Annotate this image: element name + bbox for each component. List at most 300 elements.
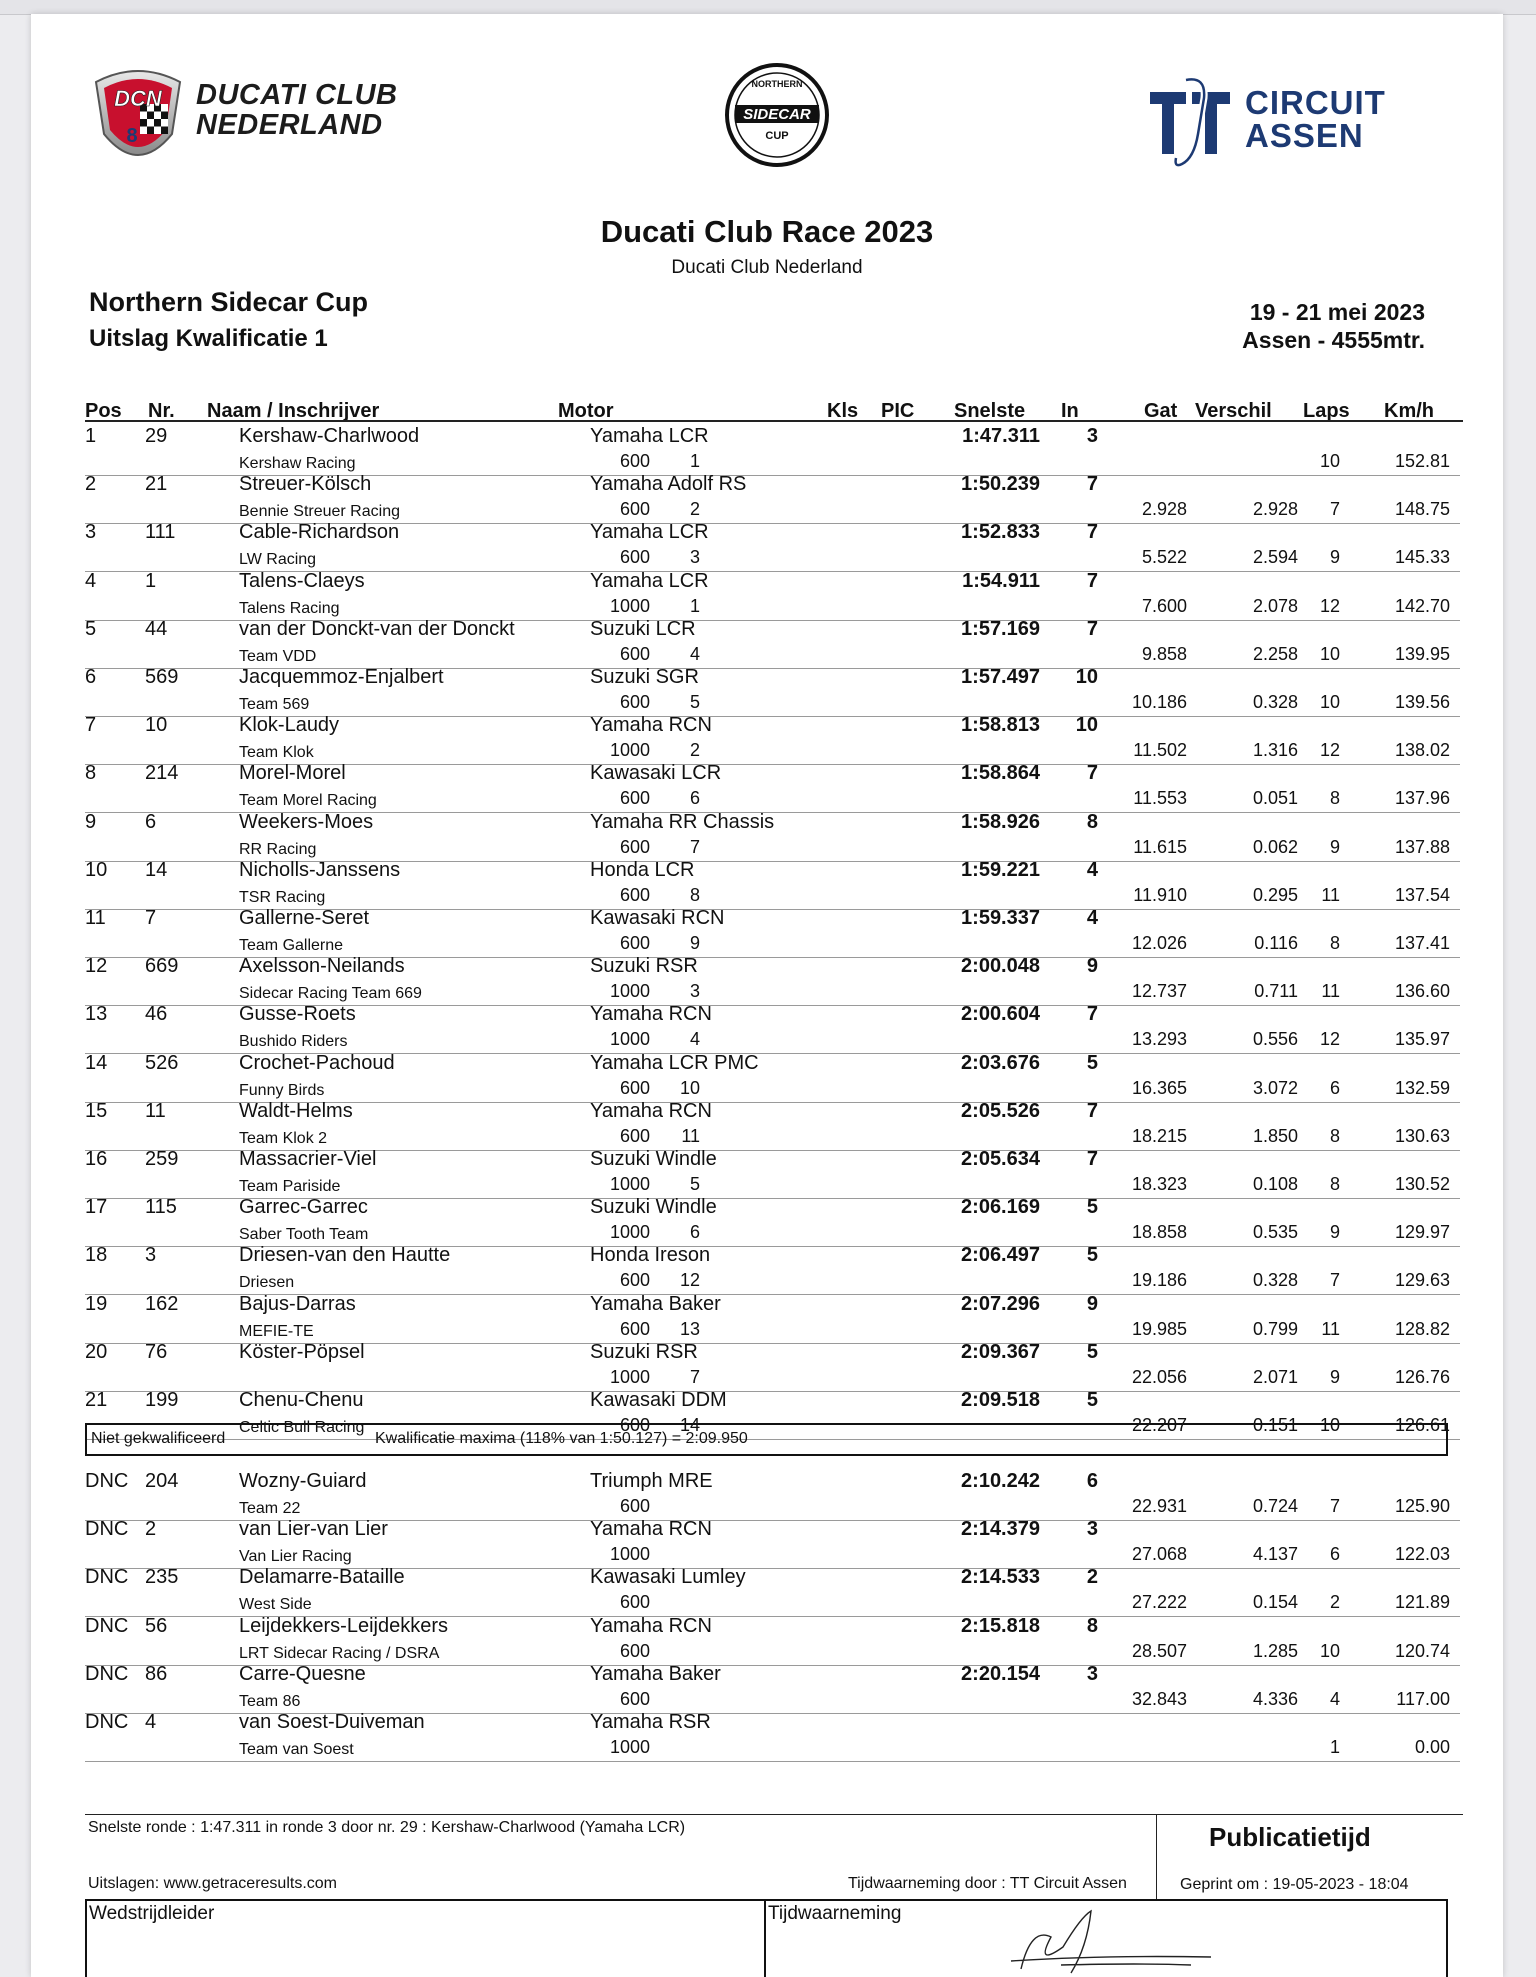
row-pos: 9: [85, 810, 97, 833]
table-row: [85, 716, 1460, 765]
row-gap: 11.910: [1133, 884, 1187, 905]
row-laps: 11: [1321, 884, 1340, 905]
col-snelste: Snelste: [954, 400, 1026, 422]
row-number: 76: [145, 1340, 168, 1363]
row-laps: 1: [1329, 1737, 1340, 1757]
row-fastest: 2:14.533: [961, 1566, 1040, 1589]
signature-box: [85, 1899, 1448, 1977]
fastest-lap-note: Snelste ronde : 1:47.311 in ronde 3 door nr. 29 : Kershaw-Charlwood (Yamaha LCR): [88, 1819, 686, 1836]
row-kmh: 139.56: [1394, 692, 1450, 712]
row-motor: Kawasaki LCR: [590, 762, 722, 785]
event-date: 19 - 21 mei 2023: [1249, 299, 1425, 325]
row-fastest: 1:47.311: [962, 425, 1040, 447]
row-pos: 16: [85, 1148, 108, 1170]
row-laps: 9: [1329, 1222, 1340, 1243]
row-kmh: 130.52: [1394, 1174, 1450, 1194]
not-qualified-box: [85, 1423, 1448, 1456]
row-fastest: 1:58.864: [961, 762, 1040, 785]
row-pos: 13: [85, 1003, 108, 1026]
row-difference: 3.072: [1252, 1077, 1298, 1098]
row-gap: 18.323: [1131, 1174, 1187, 1194]
row-name: Driesen-van den Hautte: [239, 1244, 451, 1267]
row-fastest: 2:06.497: [961, 1244, 1040, 1267]
table-row: [85, 909, 1460, 958]
row-kmh: 132.59: [1394, 1077, 1450, 1098]
row-gap: 18.215: [1131, 1125, 1187, 1146]
not-qualified-label: Niet gekwalificeerd: [91, 1430, 226, 1447]
row-motor: Suzuki LCR: [590, 617, 696, 640]
row-pic: 12: [679, 1270, 700, 1291]
col-naam: Naam / Inschrijver: [207, 400, 380, 422]
row-name: van Soest-Duiveman: [239, 1711, 425, 1733]
row-fastest: 1:54.911: [962, 569, 1040, 592]
row-in-lap: 5: [1086, 1244, 1098, 1267]
row-motor: Suzuki Windle: [590, 1196, 717, 1219]
cup-title: Northern Sidecar Cup: [89, 287, 369, 317]
row-name: Morel-Morel: [239, 762, 346, 785]
table-row: [85, 617, 1460, 669]
row-fastest: 2:05.526: [961, 1099, 1040, 1122]
session-title: Uitslag Kwalificatie 1: [89, 325, 328, 352]
publication-title: Publicatietijd: [1209, 1822, 1371, 1852]
row-number: 3: [145, 1244, 157, 1267]
row-number: 44: [145, 617, 168, 640]
row-name: Cable-Richardson: [239, 521, 400, 544]
row-pic: 7: [689, 836, 700, 857]
row-difference: 0.799: [1252, 1318, 1298, 1339]
table-row: [85, 1150, 1460, 1199]
row-number: 46: [145, 1003, 168, 1026]
row-gap: 12.737: [1131, 981, 1187, 1002]
dcn-name: [196, 80, 398, 140]
row-laps: 10: [1319, 451, 1340, 471]
row-motor: Kawasaki DDM: [590, 1389, 727, 1411]
row-motor: Yamaha Baker: [590, 1662, 721, 1685]
row-laps: 11: [1321, 981, 1340, 1002]
row-fastest: 2:05.634: [961, 1148, 1040, 1170]
row-pos: DNC: [85, 1711, 129, 1733]
row-difference: 0.556: [1252, 1029, 1298, 1050]
row-pic: 9: [689, 933, 700, 953]
row-laps: 11: [1321, 1318, 1340, 1339]
row-kmh: 122.03: [1394, 1544, 1450, 1565]
row-name: Wozny-Guiard: [239, 1470, 367, 1492]
row-difference: 1.285: [1252, 1640, 1298, 1661]
row-number: 14: [145, 858, 168, 881]
row-difference: 0.328: [1252, 692, 1298, 712]
row-difference: 2.258: [1252, 643, 1298, 664]
row-class: 1000: [609, 1029, 650, 1050]
event-subtitle: Ducati Club Nederland: [671, 257, 863, 278]
row-difference: 4.137: [1252, 1544, 1298, 1565]
row-number: 2: [145, 1518, 157, 1541]
signature-divider: [764, 1899, 766, 1977]
row-gap: 13.293: [1131, 1029, 1187, 1050]
row-team: RR Racing: [239, 840, 317, 858]
row-number: 235: [145, 1566, 179, 1589]
row-gap: 11.615: [1133, 836, 1187, 857]
row-class: 1000: [609, 1737, 650, 1757]
row-team: LW Racing: [239, 551, 317, 569]
row-difference: 2.594: [1252, 547, 1298, 568]
row-team: LRT Sidecar Racing / DSRA: [239, 1644, 440, 1662]
row-pic: 2: [689, 740, 700, 761]
table-row: [85, 1246, 1460, 1295]
row-in-lap: 2: [1086, 1566, 1098, 1589]
row-number: 526: [145, 1051, 179, 1074]
row-team: Team 86: [239, 1692, 301, 1710]
row-pos: DNC: [85, 1470, 129, 1492]
row-gap: 19.186: [1131, 1270, 1187, 1291]
row-pic: 5: [689, 1174, 700, 1194]
dcn-name-line2: NEDERLAND: [196, 109, 383, 141]
row-gap: 2.928: [1141, 499, 1187, 520]
row-laps: 9: [1329, 836, 1340, 857]
row-team: MEFIE-TE: [239, 1322, 314, 1340]
row-name: Talens-Claeys: [239, 569, 365, 592]
row-name: Carre-Quesne: [239, 1662, 366, 1685]
row-motor: Yamaha RCN: [590, 1003, 712, 1026]
row-in-lap: 3: [1086, 425, 1098, 447]
row-number: 162: [145, 1292, 179, 1315]
row-team: Team 569: [239, 696, 310, 713]
row-motor: Honda Ireson: [590, 1244, 711, 1267]
row-in-lap: 3: [1086, 1518, 1098, 1541]
table-row: [85, 523, 1460, 572]
row-pos: 17: [85, 1196, 108, 1219]
northern-sidecar-cup-logo: [721, 59, 833, 171]
row-fastest: 2:03.676: [961, 1051, 1040, 1074]
row-kmh: 142.70: [1394, 595, 1450, 616]
row-fastest: 1:59.337: [961, 907, 1040, 929]
table-row: [85, 1051, 1460, 1103]
row-laps: 10: [1319, 1415, 1340, 1435]
row-in-lap: 5: [1086, 1051, 1098, 1074]
row-pos: 14: [85, 1051, 108, 1074]
row-in-lap: 7: [1086, 569, 1098, 592]
row-number: 669: [145, 955, 179, 978]
row-in-lap: 8: [1086, 810, 1098, 833]
row-difference: 0.151: [1252, 1415, 1298, 1435]
row-gap: 12.026: [1131, 933, 1187, 953]
row-name: Leijdekkers-Leijdekkers: [239, 1614, 448, 1637]
table-row: [85, 764, 1460, 813]
row-gap: 18.858: [1131, 1222, 1187, 1243]
row-pos: 5: [85, 617, 97, 640]
row-difference: 2.078: [1252, 595, 1298, 616]
row-team: Team Gallerne: [239, 937, 344, 954]
row-gap: 11.553: [1133, 788, 1187, 809]
row-kmh: 126.61: [1394, 1415, 1450, 1435]
row-difference: 0.154: [1252, 1592, 1298, 1613]
row-motor: Yamaha RSR: [590, 1711, 711, 1733]
row-gap: 27.068: [1131, 1544, 1187, 1565]
row-difference: 0.116: [1254, 933, 1298, 953]
row-team: Driesen: [239, 1274, 295, 1292]
row-gap: 5.522: [1141, 547, 1187, 568]
row-pic: 11: [681, 1125, 700, 1146]
row-difference: 1.316: [1252, 740, 1298, 761]
col-pos: Pos: [85, 400, 122, 422]
row-laps: 10: [1319, 692, 1340, 712]
row-motor: Kawasaki RCN: [590, 907, 725, 929]
table-row: [85, 1662, 1460, 1714]
row-difference: 2.928: [1252, 499, 1298, 520]
col-verschil: Verschil: [1195, 400, 1272, 422]
row-pos: 20: [85, 1340, 108, 1363]
row-motor: Suzuki RSR: [590, 955, 698, 978]
row-class: 600: [619, 1318, 650, 1339]
row-laps: 6: [1329, 1544, 1340, 1565]
event-title: Ducati Club Race 2023: [600, 214, 934, 249]
row-in-lap: 5: [1086, 1340, 1098, 1363]
row-in-lap: 7: [1086, 1099, 1098, 1122]
row-name: Kershaw-Charlwood: [239, 425, 420, 447]
row-laps: 9: [1329, 1366, 1340, 1387]
row-team: TSR Racing: [239, 888, 326, 906]
row-pos: 19: [85, 1292, 108, 1315]
row-name: Weekers-Moes: [239, 810, 374, 833]
row-in-lap: 5: [1086, 1389, 1098, 1411]
col-kmh: Km/h: [1384, 400, 1434, 422]
row-laps: 9: [1329, 547, 1340, 568]
row-number: 204: [145, 1470, 179, 1492]
nsc-bottom-text: CUP: [765, 130, 789, 142]
row-class: 1000: [609, 1174, 650, 1194]
row-pic: 7: [689, 1366, 700, 1387]
col-gat: Gat: [1144, 400, 1178, 422]
row-class: 600: [619, 451, 650, 471]
row-number: 115: [145, 1196, 177, 1219]
row-in-lap: 7: [1086, 521, 1098, 544]
row-name: Streuer-Kölsch: [239, 473, 372, 496]
row-kmh: 139.95: [1394, 643, 1450, 664]
dcn-name-line1: DUCATI CLUB: [196, 79, 398, 111]
tt-line1: CIRCUIT: [1245, 84, 1386, 121]
row-kmh: 125.90: [1394, 1496, 1450, 1516]
row-kmh: 128.82: [1394, 1318, 1450, 1339]
nsc-top-text: NORTHERN: [751, 79, 803, 89]
dcn-badge-text: DCN: [114, 86, 162, 111]
row-fastest: 2:07.296: [961, 1292, 1040, 1315]
row-fastest: 1:50.239: [961, 473, 1040, 496]
row-motor: Yamaha Adolf RS: [590, 473, 747, 496]
row-team: Kershaw Racing: [239, 455, 356, 472]
row-fastest: 2:00.048: [961, 955, 1040, 978]
row-pos: DNC: [85, 1518, 129, 1541]
row-pos: 3: [85, 521, 97, 544]
col-pic: PIC: [881, 400, 915, 422]
row-pos: 6: [85, 666, 97, 688]
row-pic: 1: [689, 595, 700, 616]
qualification-maximum: Kwalificatie maxima (118% van 1:50.127) = 2:09.950: [375, 1430, 748, 1447]
row-number: 7: [145, 907, 157, 929]
row-class: 600: [619, 1077, 650, 1098]
row-class: 600: [619, 933, 650, 953]
row-pic: 3: [689, 981, 700, 1002]
row-pic: 14: [679, 1415, 700, 1435]
row-fastest: 1:52.833: [961, 521, 1040, 544]
row-kmh: 135.97: [1394, 1029, 1450, 1050]
row-gap: 11.502: [1133, 740, 1187, 761]
row-gap: 28.507: [1131, 1640, 1187, 1661]
row-gap: 10.186: [1131, 692, 1187, 712]
row-class: 600: [619, 1415, 650, 1435]
row-kmh: 145.33: [1394, 547, 1450, 568]
row-motor: Honda LCR: [590, 858, 695, 881]
row-fastest: 2:00.604: [961, 1003, 1040, 1026]
row-kmh: 129.97: [1394, 1222, 1450, 1243]
row-name: Gusse-Roets: [239, 1003, 356, 1026]
row-class: 600: [619, 1496, 650, 1516]
row-laps: 10: [1319, 1640, 1340, 1661]
row-number: 86: [145, 1662, 168, 1685]
tt-circuit-name: [1245, 86, 1386, 152]
row-in-lap: 4: [1086, 907, 1098, 929]
publication-divider: [1156, 1814, 1157, 1900]
row-in-lap: 10: [1075, 714, 1098, 737]
row-number: 6: [145, 810, 157, 833]
header-rule: [85, 420, 1463, 422]
table-row: [85, 1472, 1460, 1521]
row-pos: DNC: [85, 1662, 129, 1685]
row-laps: 10: [1319, 643, 1340, 664]
row-kmh: 137.41: [1394, 933, 1450, 953]
row-team: Team Klok: [239, 744, 314, 762]
row-name: Delamarre-Bataille: [239, 1566, 405, 1589]
row-name: Bajus-Darras: [239, 1292, 356, 1315]
table-row: [85, 858, 1460, 910]
row-pos: 7: [85, 714, 97, 737]
row-motor: Yamaha RCN: [590, 1614, 712, 1637]
row-pic: 4: [689, 1029, 700, 1050]
row-pos: 18: [85, 1244, 108, 1267]
printed-at: Geprint om : 19-05-2023 - 18:04: [1180, 1876, 1409, 1893]
row-gap: 22.931: [1131, 1496, 1187, 1516]
row-name: van der Donckt-van der Donckt: [239, 617, 515, 640]
row-gap: 22.207: [1131, 1415, 1187, 1435]
row-fastest: 2:14.379: [961, 1518, 1040, 1541]
row-difference: 1.850: [1252, 1125, 1298, 1146]
row-class: 1000: [609, 1544, 650, 1565]
row-fastest: 1:59.221: [961, 858, 1040, 881]
row-in-lap: 4: [1086, 858, 1098, 881]
table-row: [85, 1340, 1460, 1392]
table-row: [85, 1099, 1460, 1151]
row-in-lap: 7: [1086, 1148, 1098, 1170]
row-difference: 4.336: [1252, 1688, 1298, 1709]
row-motor: Triumph MRE: [590, 1470, 713, 1492]
row-in-lap: 6: [1086, 1470, 1098, 1492]
row-gap: 16.365: [1131, 1077, 1187, 1098]
col-nr: Nr.: [148, 400, 175, 422]
dcn-badge-logo: [86, 64, 190, 168]
row-pic: 8: [689, 884, 700, 905]
row-pos: 21: [85, 1389, 108, 1411]
row-fastest: 1:57.497: [961, 666, 1040, 688]
row-laps: 8: [1329, 788, 1340, 809]
row-number: 259: [145, 1148, 179, 1170]
row-name: Köster-Pöpsel: [239, 1340, 365, 1363]
tt-circuit-assen-logo: [1146, 74, 1236, 170]
table-row: [85, 1520, 1460, 1569]
row-in-lap: 7: [1086, 473, 1098, 496]
timekeeping-label: Tijdwaarneming: [768, 1903, 902, 1924]
row-motor: Yamaha LCR: [590, 425, 709, 447]
row-fastest: 2:06.169: [961, 1196, 1040, 1219]
row-in-lap: 8: [1086, 1614, 1098, 1637]
row-class: 600: [619, 788, 650, 809]
row-in-lap: 7: [1086, 1003, 1098, 1026]
row-kmh: 129.63: [1394, 1270, 1450, 1291]
table-row: [85, 1614, 1460, 1666]
row-difference: 0.328: [1252, 1270, 1298, 1291]
row-difference: 0.295: [1252, 884, 1298, 905]
row-fastest: 1:57.169: [961, 617, 1040, 640]
row-number: 11: [145, 1099, 166, 1122]
row-kmh: 117.00: [1396, 1688, 1450, 1709]
signature-scribble: [991, 1907, 1221, 1977]
row-team: Funny Birds: [239, 1081, 325, 1099]
row-in-lap: 7: [1086, 617, 1098, 640]
row-motor: Yamaha LCR: [590, 521, 709, 544]
timing-by: Tijdwaarneming door : TT Circuit Assen: [848, 1875, 1127, 1892]
row-pos: 11: [85, 907, 106, 929]
row-difference: 0.051: [1252, 788, 1298, 809]
row-motor: Yamaha RCN: [590, 714, 712, 737]
event-location: Assen - 4555mtr.: [1242, 327, 1425, 353]
footer-rule: [85, 1814, 1463, 1815]
row-team: Sidecar Racing Team 669: [239, 985, 422, 1003]
col-kls: Kls: [827, 400, 859, 422]
row-team: Team VDD: [239, 647, 317, 665]
row-difference: 2.071: [1252, 1366, 1298, 1387]
row-kmh: 138.02: [1394, 740, 1450, 761]
row-fastest: 2:10.242: [961, 1470, 1040, 1492]
row-name: Massacrier-Viel: [239, 1148, 377, 1170]
row-class: 600: [619, 692, 650, 712]
row-class: 600: [619, 1125, 650, 1146]
table-row: [85, 1713, 1460, 1762]
row-difference: 0.711: [1254, 981, 1298, 1002]
row-name: Klok-Laudy: [239, 714, 340, 737]
row-pic: 1: [689, 451, 700, 471]
col-laps: Laps: [1303, 400, 1350, 422]
row-class: 600: [619, 1640, 650, 1661]
row-fastest: 2:15.818: [961, 1614, 1040, 1637]
row-kmh: 120.74: [1394, 1640, 1450, 1661]
row-name: Chenu-Chenu: [239, 1389, 364, 1411]
row-motor: Yamaha RCN: [590, 1099, 712, 1122]
row-in-lap: 10: [1075, 666, 1098, 688]
row-number: 199: [145, 1389, 179, 1411]
row-class: 600: [619, 836, 650, 857]
row-team: Bennie Streuer Racing: [239, 503, 400, 521]
row-class: 1000: [609, 1366, 650, 1387]
row-motor: Suzuki Windle: [590, 1148, 717, 1170]
results-url: Uitslagen: www.getraceresults.com: [88, 1875, 337, 1892]
row-class: 600: [619, 643, 650, 664]
row-class: 600: [619, 1270, 650, 1291]
row-name: Waldt-Helms: [239, 1099, 353, 1122]
table-row: [85, 475, 1460, 524]
row-motor: Kawasaki Lumley: [590, 1566, 746, 1589]
row-motor: Yamaha LCR PMC: [590, 1051, 759, 1074]
row-name: Nicholls-Janssens: [239, 858, 401, 881]
row-number: 4: [145, 1711, 157, 1733]
tt-line2: ASSEN: [1245, 117, 1364, 154]
row-team: West Side: [239, 1596, 312, 1614]
